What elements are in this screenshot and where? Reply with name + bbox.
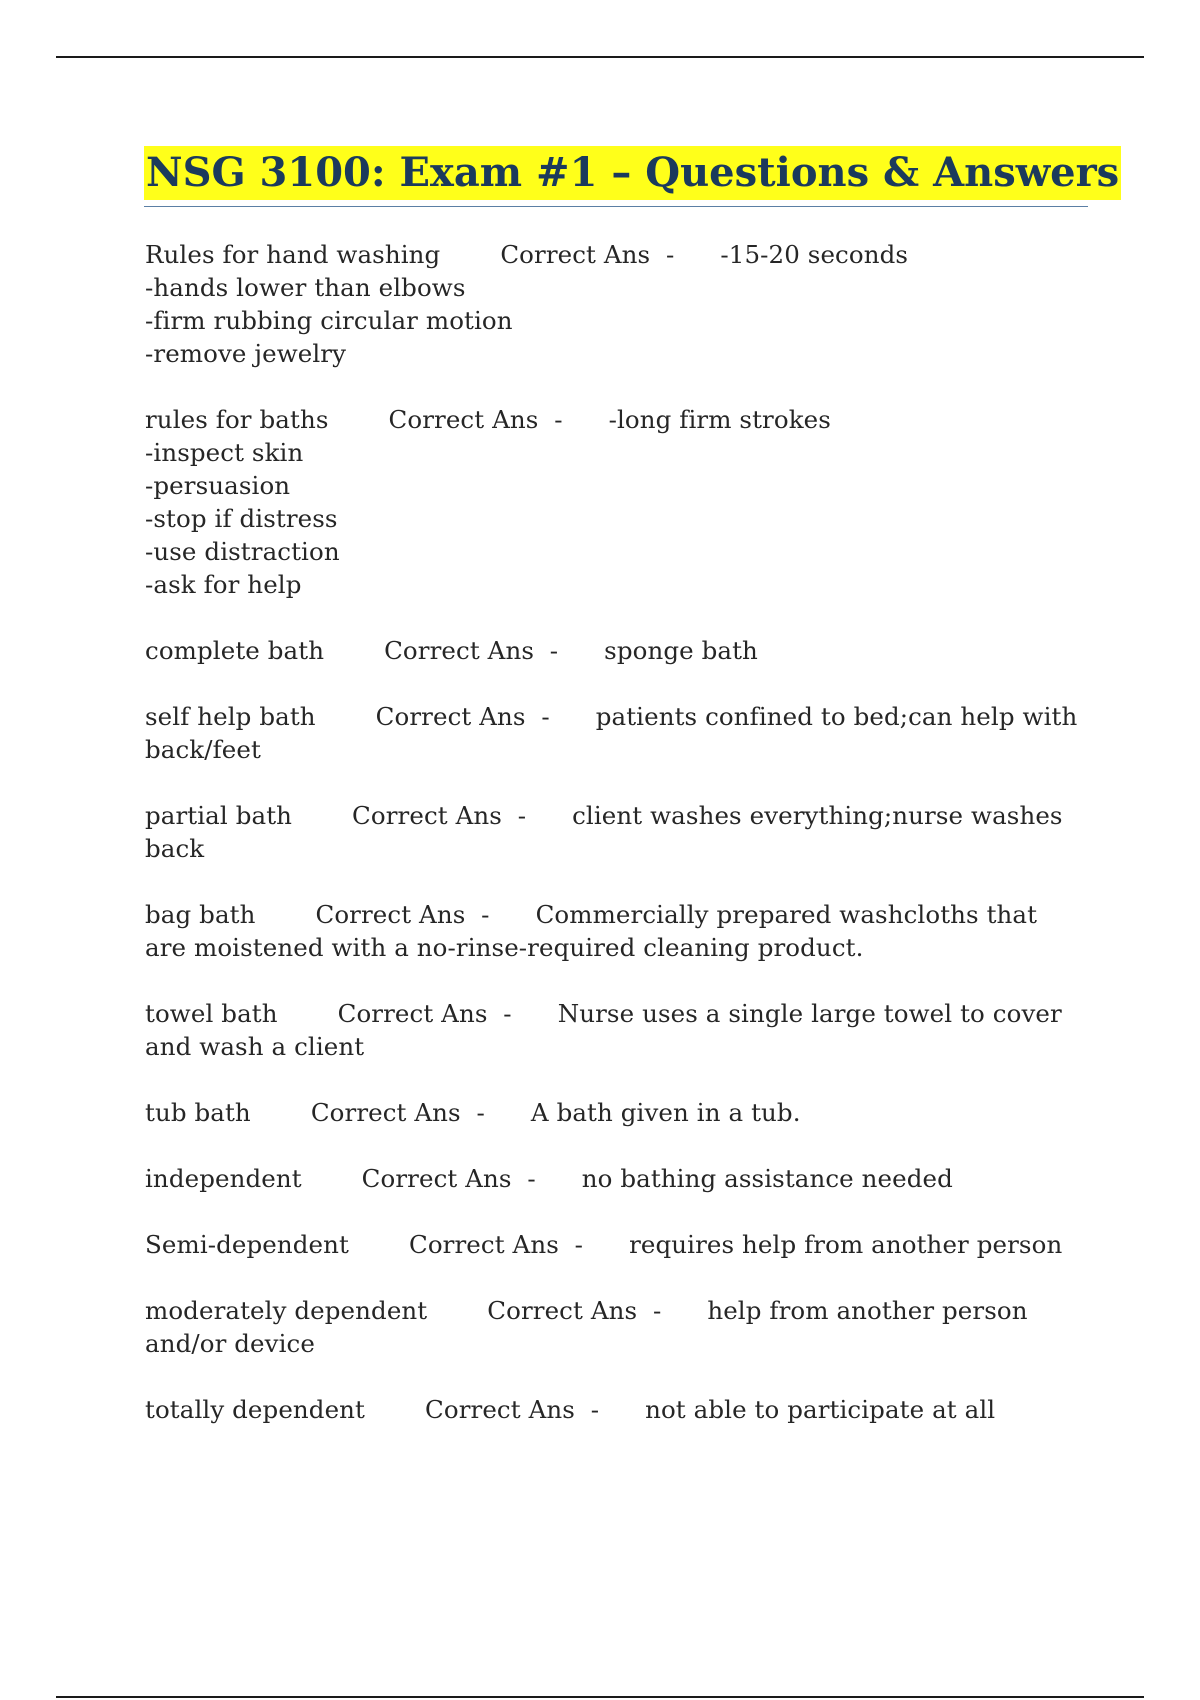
qa-answer: help from another person and/or device <box>145 1296 1036 1358</box>
qa-term: partial bath <box>145 801 293 830</box>
qa-answer: -15-20 seconds -hands lower than elbows -firm rubbing circular motion -remove jewelry <box>145 240 909 368</box>
qa-entry-towel-bath <box>145 997 1085 1063</box>
correct-ans-label: Correct Ans - <box>361 1164 536 1193</box>
qa-term: self help bath <box>145 702 316 731</box>
qa-term: tub bath <box>145 1098 251 1127</box>
qa-entry-partial-bath <box>145 799 1085 865</box>
qa-term: rules for baths <box>145 405 329 434</box>
qa-term: totally dependent <box>145 1395 365 1424</box>
correct-ans-label: Correct Ans - <box>337 999 512 1028</box>
correct-ans-label: Correct Ans - <box>487 1296 662 1325</box>
qa-entry-self-help-bath <box>145 700 1085 766</box>
qa-term: Rules for hand washing <box>145 240 441 269</box>
correct-ans-label: Correct Ans - <box>388 405 563 434</box>
qa-answer: requires help from another person <box>629 1230 1063 1259</box>
qa-entry-hand-washing <box>145 238 1085 370</box>
qa-entry-independent <box>145 1162 1085 1195</box>
title-underline <box>144 206 1088 207</box>
page-top-rule <box>56 56 1144 58</box>
page-bottom-rule <box>56 1696 1144 1698</box>
qa-answer: not able to participate at all <box>645 1395 996 1424</box>
qa-answer: patients confined to bed;can help with back/feet <box>145 702 1086 764</box>
qa-entry-semi-dependent <box>145 1228 1085 1261</box>
qa-term: complete bath <box>145 636 325 665</box>
qa-answer: sponge bath <box>604 636 758 665</box>
qa-entry-tub-bath <box>145 1096 1085 1129</box>
correct-ans-label: Correct Ans - <box>500 240 675 269</box>
correct-ans-label: Correct Ans - <box>408 1230 584 1259</box>
qa-answer: -long firm strokes -inspect skin -persuasion -stop if distress -use distraction -ask for help <box>145 405 831 599</box>
qa-term: moderately dependent <box>145 1296 428 1325</box>
qa-term: independent <box>145 1164 302 1193</box>
qa-entry-baths <box>145 403 1085 601</box>
qa-answer: no bathing assistance needed <box>581 1164 953 1193</box>
qa-term: bag bath <box>145 900 256 929</box>
qa-answer: Commercially prepared washcloths that are moistened with a no-rinse-required cleaning product. <box>145 900 1045 962</box>
qa-entry-complete-bath <box>145 634 1085 667</box>
qa-term: Semi-dependent <box>145 1230 349 1259</box>
correct-ans-label: Correct Ans - <box>310 1098 485 1127</box>
qa-answer: Nurse uses a single large towel to cover and wash a client <box>145 999 1070 1061</box>
correct-ans-label: Correct Ans - <box>352 801 527 830</box>
qa-entry-moderately-dependent <box>145 1294 1085 1360</box>
correct-ans-label: Correct Ans - <box>425 1395 600 1424</box>
qa-list <box>145 238 1085 1459</box>
correct-ans-label: Correct Ans - <box>315 900 490 929</box>
correct-ans-label: Correct Ans - <box>375 702 550 731</box>
qa-entry-totally-dependent <box>145 1393 1085 1426</box>
correct-ans-label: Correct Ans - <box>384 636 559 665</box>
qa-term: towel bath <box>145 999 278 1028</box>
qa-answer: client washes everything;nurse washes back <box>145 801 1071 863</box>
qa-entry-bag-bath <box>145 898 1085 964</box>
document-title: NSG 3100: Exam #1 – Questions & Answers <box>144 146 1121 200</box>
qa-answer: A bath given in a tub. <box>530 1098 801 1127</box>
